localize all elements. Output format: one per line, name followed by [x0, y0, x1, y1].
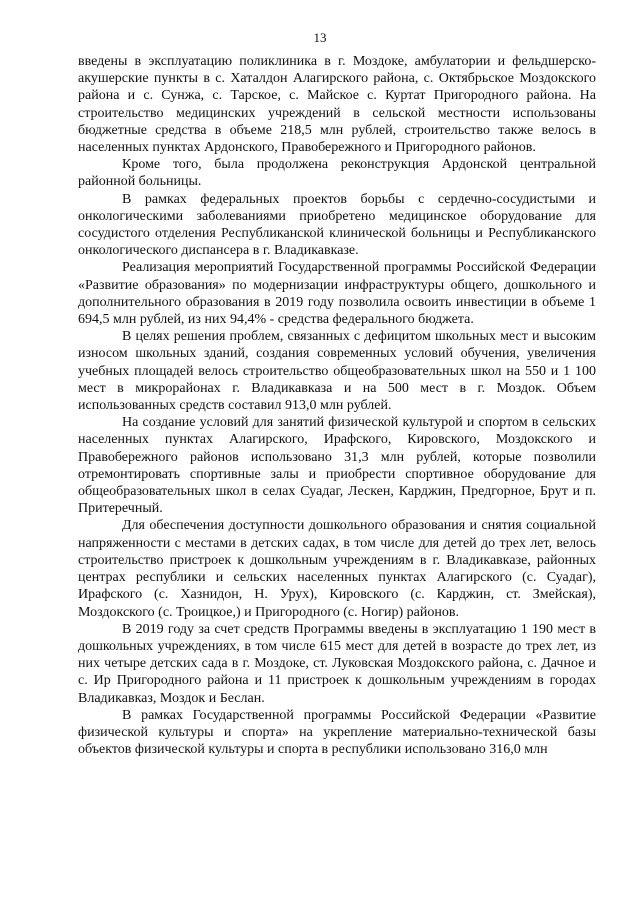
paragraph: В рамках федеральных проектов борьбы с сердечно-сосудистыми и онкологическими заболеваниями приобретено медицинское оборудование для сосудистого отделения Республиканской клинической больницы и Республиканского онкологического диспансера в г. Владикавказе. [78, 191, 596, 259]
paragraph: Для обеспечения доступности дошкольного образования и снятия социальной напряженности с местами в детских садах, в том числе для детей до трех лет, велось строительство пристроек к дошкольным учреждениям в г. Владикавказе, районных центрах республики и сельских населенных пунктах Алагирского (с. Суадаг), Ирафского (с. Хазнидон, Н. Урух), Кировского (с. Карджин, ст. Змейская), Моздокского (с. Троицкое,) и Пригородного (с. Ногир) районов. [78, 518, 596, 620]
paragraph: В рамках Государственной программы Российской Федерации «Развитие физической культуры и спорта» на укрепление материально-технической базы объектов физической культуры и спорта в республики использовано 316,0 млн [78, 707, 596, 758]
paragraph-continued: введены в эксплуатацию поликлиника в г. Моздоке, амбулатории и фельдшерско-акушерские пункты в с. Хаталдон Алагирского района, с. Октябрьское Моздокского района и с. Сунжа, с. Тарское, с. Майское с. Куртат Пригородного района. На строительство медицинских учреждений в сельской местности использованы бюджетные средства в объеме 218,5 млн рублей, строительство также велось в населенных пунктах Ардонского, Правобережного и Пригородного районов. [78, 54, 596, 156]
page-number: 13 [313, 30, 327, 45]
paragraph: На создание условий для занятий физической культурой и спортом в сельских населенных пунктах Алагирского, Ирафского, Кировского, Моздокского и Правобережного районов использовано 31,3 млн рублей, которые позволили отремонтировать спортивные залы и приобрести спортивное оборудование для общеобразовательных школ в селах Суадаг, Лескен, Карджин, Предгорное, Брут и п. Притеречный. [78, 415, 596, 517]
paragraph: В целях решения проблем, связанных с дефицитом школьных мест и высоким износом школьных зданий, создания современных условий обучения, увеличения учебных площадей велось строительство общеобразовательных школ на 550 и 1 100 мест в микрорайонах г. Владикавказа и на 500 мест в г. Моздок. Объем использованных средств составил 913,0 млн рублей. [78, 329, 596, 414]
paragraph: Реализация мероприятий Государственной программы Российской Федерации «Развитие образования» по модернизации инфраструктуры общего, дошкольного и дополнительного образования в 2019 году позволила освоить инвестиции в объеме 1 694,5 млн рублей, из них 94,4% - средства федерального бюджета. [78, 260, 596, 328]
paragraph: Кроме того, была продолжена реконструкция Ардонской центральной районной больницы. [78, 157, 596, 190]
document-body [78, 53, 596, 758]
paragraph: В 2019 году за счет средств Программы введены в эксплуатацию 1 190 мест в дошкольных учреждениях, в том числе 615 мест для детей в возрасте до трех лет, из них четыре детских сада в г. Моздоке, ст. Луковская Моздокского района, с. Дачное и с. Ир Пригородного района и 11 пристроек к дошкольным учреждениям в городах Владикавказ, Моздок и Беслан. [78, 621, 596, 706]
